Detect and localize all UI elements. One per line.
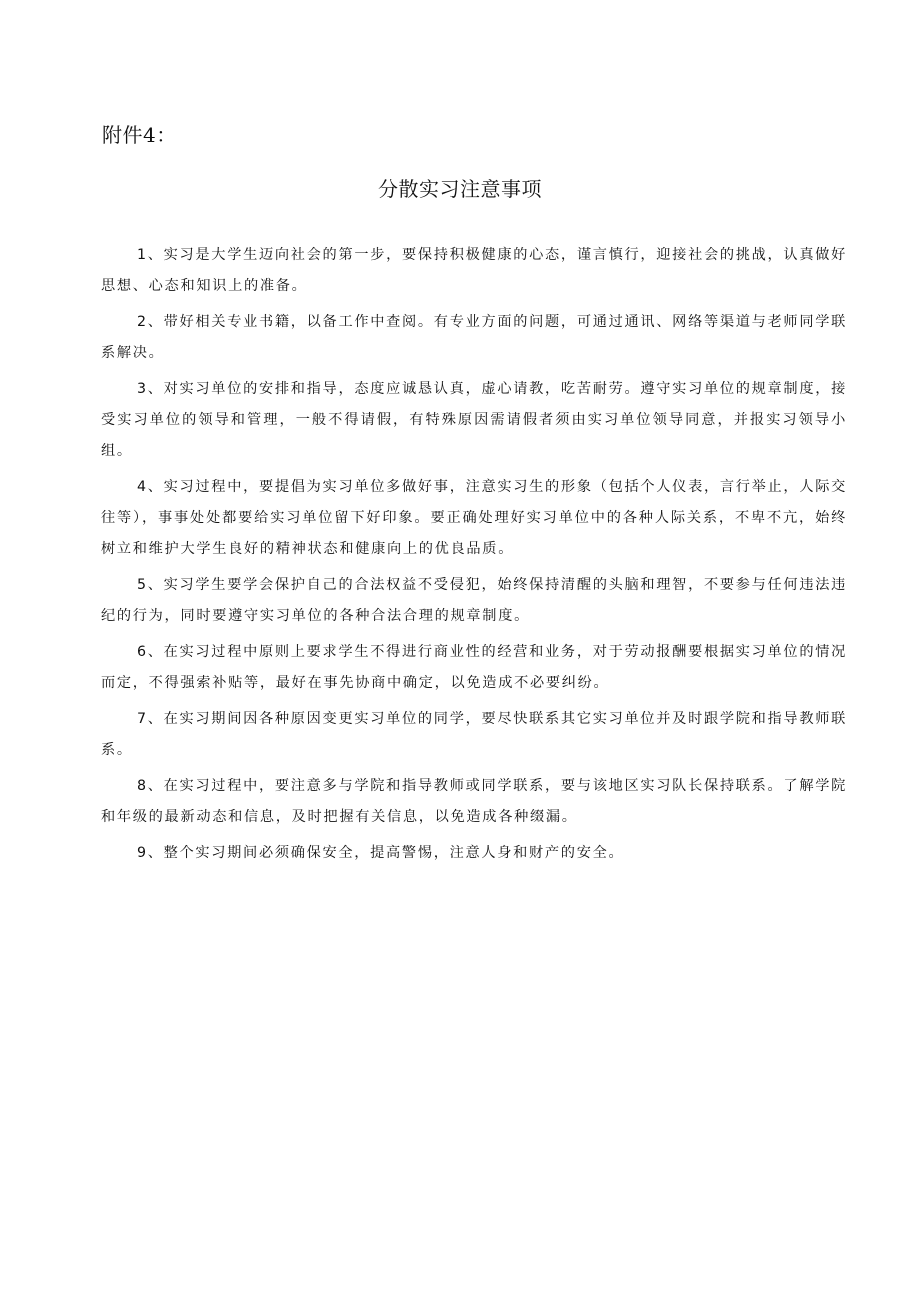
notice-item-5: 5、实习学生要学会保护自己的合法权益不受侵犯，始终保持清醒的头脑和理智，不要参与任何违法违纪的行为，同时要遵守实习单位的各种合法合理的规章制度。: [101, 577, 847, 624]
notice-item-6: 6、在实习过程中原则上要求学生不得进行商业性的经营和业务，对于劳动报酬要根据实习单位的情况而定，不得强索补贴等，最好在事先协商中确定，以免造成不必要纠纷。: [101, 644, 847, 691]
notice-item-2: 2、带好相关专业书籍，以备工作中查阅。有专业方面的问题，可通过通讯、网络等渠道与老师同学联系解决。: [101, 314, 847, 361]
notice-item-1: 1、实习是大学生迈向社会的第一步，要保持积极健康的心态，谨言慎行，迎接社会的挑战，认真做好思想、心态和知识上的准备。: [101, 247, 847, 294]
notice-list: [101, 240, 847, 874]
page-title: 分散实习注意事项: [378, 177, 542, 201]
notice-item-9: 9、整个实习期间必须确保安全，提高警惕，注意人身和财产的安全。: [137, 845, 625, 861]
notice-item-4: 4、实习过程中，要提倡为实习单位多做好事，注意实习生的形象（包括个人仪表，言行举止，人际交往等），事事处处都要给实习单位留下好印象。要正确处理好实习单位中的各种人际关系，不卑不亢，始终树立和维护大学生良好的精神状态和健康向上的优良品质。: [101, 479, 847, 557]
notice-item-3: 3、对实习单位的安排和指导，态度应诚恳认真，虚心请教，吃苦耐劳。遵守实习单位的规章制度，接受实习单位的领导和管理，一般不得请假，有特殊原因需请假者须由实习单位领导同意，并报实习领导小组。: [101, 381, 847, 459]
notice-item-7: 7、在实习期间因各种原因变更实习单位的同学，要尽快联系其它实习单位并及时跟学院和指导教师联系。: [101, 711, 847, 758]
notice-item-8: 8、在实习过程中，要注意多与学院和指导教师或同学联系，要与该地区实习队长保持联系。了解学院和年级的最新动态和信息，及时把握有关信息，以免造成各种缀漏。: [101, 778, 847, 825]
attachment-label: 附件4：: [102, 123, 177, 147]
